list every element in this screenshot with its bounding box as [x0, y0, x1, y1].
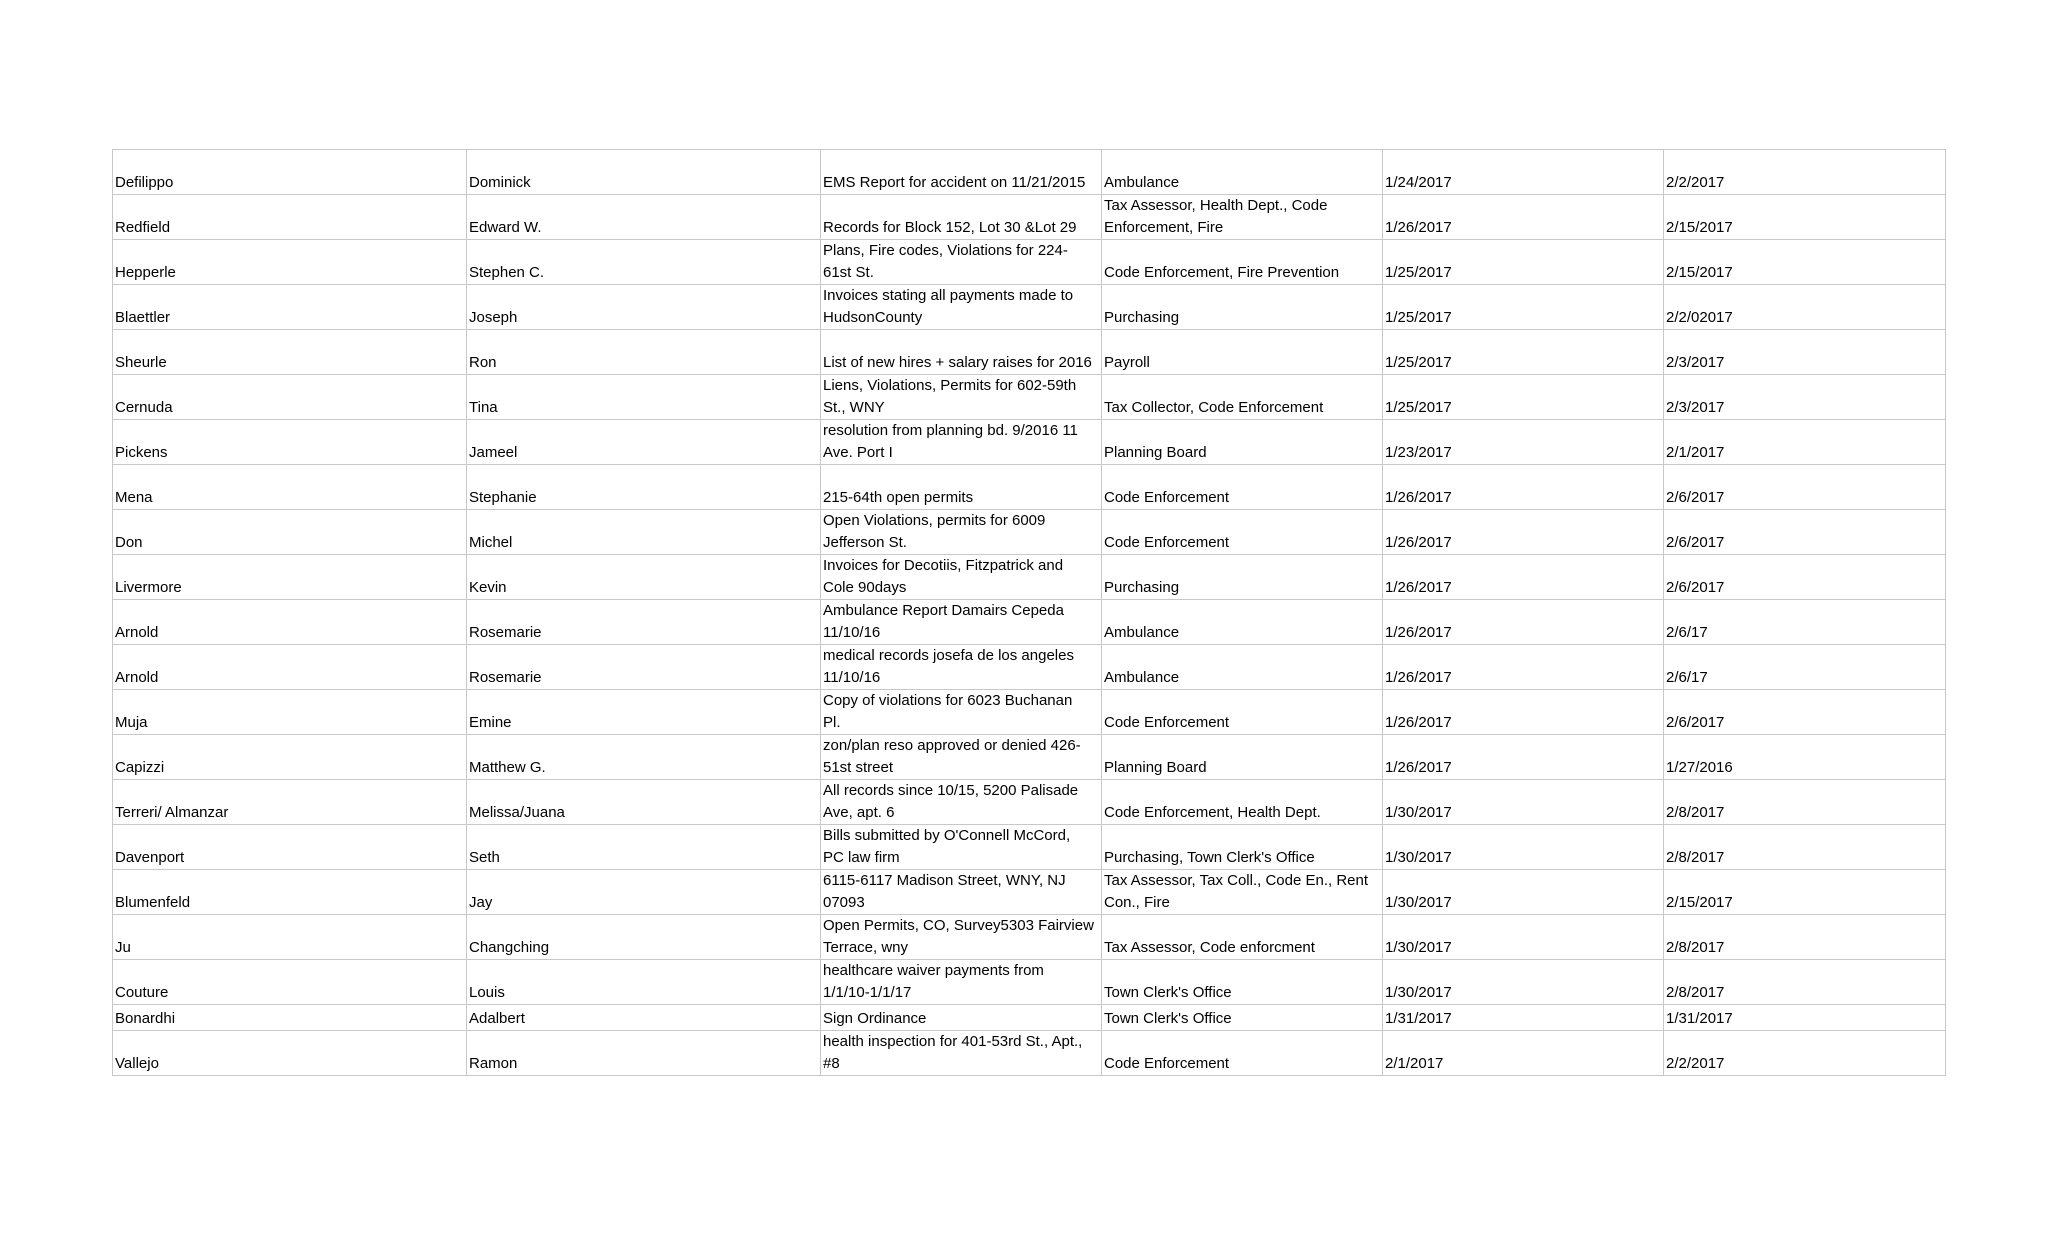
cell-department: Code Enforcement [1102, 465, 1383, 510]
cell-request: Plans, Fire codes, Violations for 224- 61st St. [821, 240, 1102, 285]
cell-first-name: Dominick [467, 150, 821, 195]
cell-date-received: 1/26/2017 [1383, 510, 1664, 555]
cell-date-received: 1/31/2017 [1383, 1005, 1664, 1031]
cell-request: All records since 10/15, 5200 Palisade Ave, apt. 6 [821, 780, 1102, 825]
cell-first-name: Jameel [467, 420, 821, 465]
table-row [113, 510, 1946, 555]
cell-date-completed: 1/31/2017 [1664, 1005, 1946, 1031]
cell-date-received: 1/25/2017 [1383, 285, 1664, 330]
cell-date-received: 1/26/2017 [1383, 195, 1664, 240]
table-row [113, 555, 1946, 600]
cell-first-name: Matthew G. [467, 735, 821, 780]
cell-last-name: Mena [113, 465, 467, 510]
cell-date-completed: 2/6/2017 [1664, 555, 1946, 600]
table-row [113, 150, 1946, 195]
cell-last-name: Capizzi [113, 735, 467, 780]
cell-date-received: 1/24/2017 [1383, 150, 1664, 195]
cell-date-received: 1/26/2017 [1383, 465, 1664, 510]
cell-last-name: Hepperle [113, 240, 467, 285]
cell-date-received: 1/23/2017 [1383, 420, 1664, 465]
table-row [113, 1005, 1946, 1031]
cell-first-name: Kevin [467, 555, 821, 600]
cell-date-completed: 2/2/2017 [1664, 150, 1946, 195]
cell-date-received: 1/30/2017 [1383, 780, 1664, 825]
cell-department: Tax Collector, Code Enforcement [1102, 375, 1383, 420]
cell-department: Code Enforcement [1102, 510, 1383, 555]
cell-department: Tax Assessor, Health Dept., Code Enforcement, Fire [1102, 195, 1383, 240]
cell-request: healthcare waiver payments from 1/1/10-1/1/17 [821, 960, 1102, 1005]
table-row [113, 825, 1946, 870]
cell-date-received: 1/26/2017 [1383, 690, 1664, 735]
cell-date-completed: 2/3/2017 [1664, 330, 1946, 375]
cell-first-name: Rosemarie [467, 600, 821, 645]
table-row [113, 870, 1946, 915]
cell-request: 215-64th open permits [821, 465, 1102, 510]
cell-date-completed: 2/15/2017 [1664, 240, 1946, 285]
cell-date-completed: 2/1/2017 [1664, 420, 1946, 465]
cell-date-completed: 2/6/2017 [1664, 690, 1946, 735]
cell-first-name: Seth [467, 825, 821, 870]
cell-first-name: Jay [467, 870, 821, 915]
cell-department: Ambulance [1102, 600, 1383, 645]
cell-first-name: Ron [467, 330, 821, 375]
cell-first-name: Louis [467, 960, 821, 1005]
cell-first-name: Tina [467, 375, 821, 420]
cell-request: 6115-6117 Madison Street, WNY, NJ 07093 [821, 870, 1102, 915]
cell-date-received: 1/25/2017 [1383, 330, 1664, 375]
cell-request: Ambulance Report Damairs Cepeda 11/10/16 [821, 600, 1102, 645]
cell-request: Open Violations, permits for 6009 Jefferson St. [821, 510, 1102, 555]
cell-date-received: 1/25/2017 [1383, 240, 1664, 285]
cell-last-name: Redfield [113, 195, 467, 240]
cell-date-received: 1/26/2017 [1383, 735, 1664, 780]
cell-first-name: Edward W. [467, 195, 821, 240]
cell-department: Tax Assessor, Tax Coll., Code En., Rent Con., Fire [1102, 870, 1383, 915]
cell-department: Code Enforcement, Health Dept. [1102, 780, 1383, 825]
cell-date-completed: 2/3/2017 [1664, 375, 1946, 420]
table-row [113, 915, 1946, 960]
table-row [113, 735, 1946, 780]
cell-request: zon/plan reso approved or denied 426- 51st street [821, 735, 1102, 780]
cell-first-name: Michel [467, 510, 821, 555]
cell-department: Town Clerk's Office [1102, 960, 1383, 1005]
cell-department: Payroll [1102, 330, 1383, 375]
cell-request: resolution from planning bd. 9/2016 11 Ave. Port I [821, 420, 1102, 465]
cell-date-completed: 2/8/2017 [1664, 825, 1946, 870]
cell-first-name: Emine [467, 690, 821, 735]
records-table-body [113, 150, 1946, 1076]
cell-request: Copy of violations for 6023 Buchanan Pl. [821, 690, 1102, 735]
cell-last-name: Sheurle [113, 330, 467, 375]
cell-last-name: Don [113, 510, 467, 555]
cell-first-name: Stephen C. [467, 240, 821, 285]
table-row [113, 645, 1946, 690]
cell-date-completed: 2/6/2017 [1664, 465, 1946, 510]
cell-department: Ambulance [1102, 645, 1383, 690]
cell-last-name: Terreri/ Almanzar [113, 780, 467, 825]
cell-department: Code Enforcement [1102, 690, 1383, 735]
cell-date-received: 1/30/2017 [1383, 870, 1664, 915]
cell-request: medical records josefa de los angeles 11/10/16 [821, 645, 1102, 690]
cell-request: health inspection for 401-53rd St., Apt., #8 [821, 1031, 1102, 1076]
table-row [113, 375, 1946, 420]
cell-last-name: Bonardhi [113, 1005, 467, 1031]
cell-date-received: 1/25/2017 [1383, 375, 1664, 420]
cell-date-completed: 1/27/2016 [1664, 735, 1946, 780]
cell-date-completed: 2/15/2017 [1664, 870, 1946, 915]
cell-request: Invoices for Decotiis, Fitzpatrick and Cole 90days [821, 555, 1102, 600]
cell-last-name: Pickens [113, 420, 467, 465]
cell-first-name: Stephanie [467, 465, 821, 510]
cell-department: Town Clerk's Office [1102, 1005, 1383, 1031]
cell-date-completed: 2/8/2017 [1664, 960, 1946, 1005]
cell-last-name: Davenport [113, 825, 467, 870]
cell-first-name: Ramon [467, 1031, 821, 1076]
cell-department: Purchasing [1102, 285, 1383, 330]
cell-date-completed: 2/8/2017 [1664, 915, 1946, 960]
cell-date-completed: 2/6/17 [1664, 600, 1946, 645]
cell-date-received: 1/30/2017 [1383, 915, 1664, 960]
cell-date-completed: 2/2/2017 [1664, 1031, 1946, 1076]
cell-last-name: Cernuda [113, 375, 467, 420]
cell-first-name: Rosemarie [467, 645, 821, 690]
cell-first-name: Adalbert [467, 1005, 821, 1031]
cell-last-name: Arnold [113, 645, 467, 690]
cell-date-completed: 2/2/02017 [1664, 285, 1946, 330]
records-table [112, 149, 1946, 1076]
cell-first-name: Changching [467, 915, 821, 960]
cell-last-name: Couture [113, 960, 467, 1005]
cell-request: Records for Block 152, Lot 30 &Lot 29 [821, 195, 1102, 240]
cell-request: Liens, Violations, Permits for 602-59th St., WNY [821, 375, 1102, 420]
cell-department: Purchasing, Town Clerk's Office [1102, 825, 1383, 870]
table-row [113, 285, 1946, 330]
cell-last-name: Arnold [113, 600, 467, 645]
table-row [113, 960, 1946, 1005]
cell-last-name: Vallejo [113, 1031, 467, 1076]
table-row [113, 465, 1946, 510]
cell-request: Sign Ordinance [821, 1005, 1102, 1031]
table-row [113, 1031, 1946, 1076]
cell-date-completed: 2/15/2017 [1664, 195, 1946, 240]
cell-date-completed: 2/8/2017 [1664, 780, 1946, 825]
cell-last-name: Defilippo [113, 150, 467, 195]
cell-department: Purchasing [1102, 555, 1383, 600]
cell-request: List of new hires + salary raises for 2016 [821, 330, 1102, 375]
cell-department: Code Enforcement [1102, 1031, 1383, 1076]
cell-department: Code Enforcement, Fire Prevention [1102, 240, 1383, 285]
cell-last-name: Ju [113, 915, 467, 960]
cell-department: Tax Assessor, Code enforcment [1102, 915, 1383, 960]
cell-date-completed: 2/6/17 [1664, 645, 1946, 690]
cell-date-received: 1/26/2017 [1383, 645, 1664, 690]
cell-first-name: Joseph [467, 285, 821, 330]
table-row [113, 195, 1946, 240]
cell-last-name: Blaettler [113, 285, 467, 330]
table-row [113, 420, 1946, 465]
table-row [113, 690, 1946, 735]
cell-request: Open Permits, CO, Survey5303 Fairview Terrace, wny [821, 915, 1102, 960]
cell-date-received: 1/26/2017 [1383, 555, 1664, 600]
cell-date-completed: 2/6/2017 [1664, 510, 1946, 555]
cell-date-received: 1/30/2017 [1383, 960, 1664, 1005]
cell-date-received: 1/30/2017 [1383, 825, 1664, 870]
table-row [113, 600, 1946, 645]
cell-date-received: 1/26/2017 [1383, 600, 1664, 645]
table-row [113, 240, 1946, 285]
cell-request: Invoices stating all payments made to HudsonCounty [821, 285, 1102, 330]
table-row [113, 330, 1946, 375]
cell-request: Bills submitted by O'Connell McCord, PC law firm [821, 825, 1102, 870]
cell-request: EMS Report for accident on 11/21/2015 [821, 150, 1102, 195]
table-row [113, 780, 1946, 825]
cell-first-name: Melissa/Juana [467, 780, 821, 825]
cell-department: Planning Board [1102, 420, 1383, 465]
cell-last-name: Muja [113, 690, 467, 735]
cell-department: Planning Board [1102, 735, 1383, 780]
cell-department: Ambulance [1102, 150, 1383, 195]
cell-last-name: Blumenfeld [113, 870, 467, 915]
cell-date-received: 2/1/2017 [1383, 1031, 1664, 1076]
cell-last-name: Livermore [113, 555, 467, 600]
